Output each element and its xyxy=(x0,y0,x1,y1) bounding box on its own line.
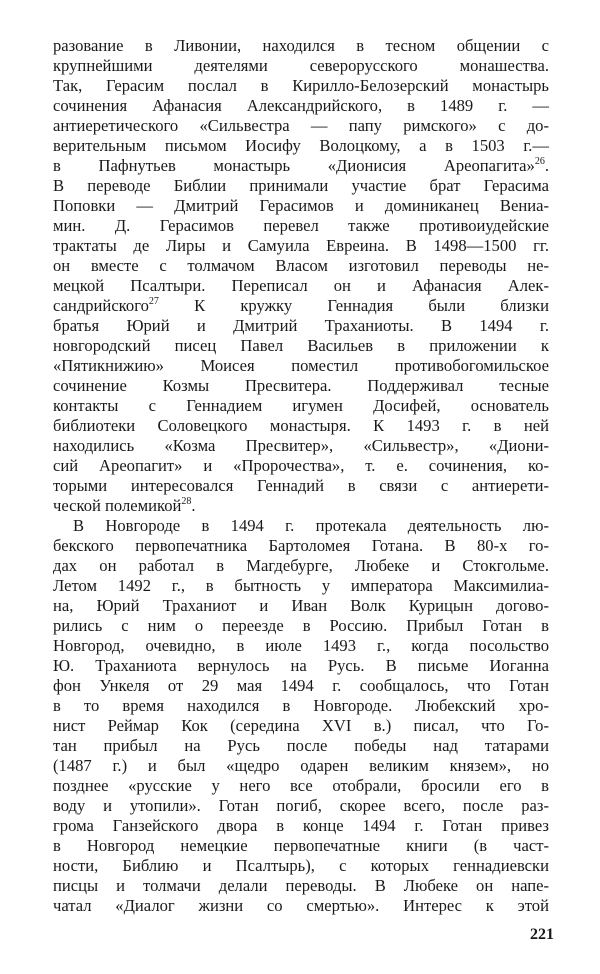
line-text: он вместе с толмачом Власом изготовил переводы не- xyxy=(53,256,549,275)
text-line xyxy=(53,796,549,816)
text-line-content xyxy=(53,316,549,336)
text-line xyxy=(53,256,549,276)
text-line xyxy=(53,436,549,456)
text-line-content xyxy=(53,356,549,376)
text-line-content xyxy=(53,556,549,576)
text-line-content xyxy=(53,56,549,76)
text-line xyxy=(53,296,549,316)
line-text: Летом 1492 г., в бытность у императора Максимилиа- xyxy=(53,576,549,595)
line-text: фон Ункеля от 29 мая 1494 г. сообщалось, что Готан xyxy=(53,676,549,695)
line-text: в то время находился в Новгороде. Любекский хро- xyxy=(53,696,549,715)
line-text: писцы и толмачи делали переводы. В Любеке он напе- xyxy=(53,876,549,895)
text-line xyxy=(53,636,549,656)
text-line xyxy=(53,616,549,636)
line-text: мецкой Псалтыри. Переписал он и Афанасия Алек- xyxy=(53,276,549,295)
text-line xyxy=(53,396,549,416)
text-line-content xyxy=(53,856,549,876)
text-line-content xyxy=(53,616,549,636)
text-line xyxy=(53,196,549,216)
text-line xyxy=(53,216,549,236)
text-line-content xyxy=(53,716,549,736)
text-line-content xyxy=(53,96,549,116)
text-line-content xyxy=(53,216,549,236)
line-text: воду и утопили». Готан погиб, скорее всего, после раз- xyxy=(53,796,549,815)
line-text: трактаты де Лиры и Самуила Евреина. В 1498—1500 гг. xyxy=(53,236,549,255)
line-text: тан прибыл на Русь после победы над татарами xyxy=(53,736,549,755)
text-line-content xyxy=(53,116,549,136)
text-line-content xyxy=(53,676,549,696)
text-line-content xyxy=(53,256,549,276)
text-line-content xyxy=(53,656,549,676)
line-text-after-footnote: К кружку Геннадия были близки xyxy=(158,296,549,315)
text-line-content xyxy=(53,396,549,416)
text-line xyxy=(53,496,549,516)
text-line xyxy=(53,36,549,56)
text-line-content xyxy=(53,36,549,56)
text-line xyxy=(53,156,549,176)
text-line xyxy=(53,816,549,836)
page-number: 221 xyxy=(530,926,554,943)
line-text: Ю. Траханиота вернулось на Русь. В письме Иоганна xyxy=(53,656,549,675)
text-line-content xyxy=(53,176,549,196)
line-text: рились с ним о переезде в Россию. Прибыл Готан в xyxy=(53,616,549,635)
line-text: Так, Герасим послал в Кирилло-Белозерский монастырь xyxy=(53,76,549,95)
text-line-content xyxy=(53,436,549,456)
text-line-content xyxy=(53,876,549,896)
line-text-after-footnote: . xyxy=(191,496,196,515)
text-line xyxy=(53,536,549,556)
line-text: дах он работал в Магдебурге, Любеке и Стокгольме. xyxy=(53,556,549,575)
line-text: В Новгороде в 1494 г. протекала деятельность лю- xyxy=(73,516,549,535)
line-text: антиеретического «Сильвестра — папу римского» с до- xyxy=(53,116,549,135)
text-line-content xyxy=(53,776,549,796)
line-text: библиотеки Соловецкого монастыря. К 1493 г. в ней xyxy=(53,416,549,435)
line-text: в Пафнутьев монастырь «Дионисия Ареопагита» xyxy=(53,156,535,175)
line-text: в Новгород немецкие первопечатные книги (в част- xyxy=(53,836,549,855)
text-line xyxy=(53,736,549,756)
line-text: сочинение Козмы Пресвитера. Поддерживал тесные xyxy=(53,376,549,395)
text-line-content xyxy=(53,416,549,436)
text-line xyxy=(53,236,549,256)
text-line xyxy=(53,676,549,696)
text-line-content xyxy=(53,296,549,316)
line-text: новгородский писец Павел Васильев в приложении к xyxy=(53,336,549,355)
text-line-content xyxy=(53,836,549,856)
line-text: сочинения Афанасия Александрийского, в 1489 г. — xyxy=(53,96,549,115)
text-line xyxy=(53,576,549,596)
text-line xyxy=(53,896,549,916)
text-line-content xyxy=(53,636,549,656)
text-line-content xyxy=(53,196,549,216)
book-page-text xyxy=(53,36,549,916)
text-line-content xyxy=(53,536,549,556)
text-line-content xyxy=(53,236,549,256)
text-line xyxy=(53,696,549,716)
line-text: Поповки — Дмитрий Герасимов и доминиканец Вениа- xyxy=(53,196,549,215)
text-line xyxy=(53,516,549,536)
text-line xyxy=(53,876,549,896)
text-line-content xyxy=(53,696,549,716)
text-line xyxy=(53,316,549,336)
line-text: сандрийского xyxy=(53,296,149,315)
line-text-after-footnote: . xyxy=(544,156,549,175)
text-line xyxy=(53,136,549,156)
text-line xyxy=(53,176,549,196)
text-line xyxy=(53,76,549,96)
line-text: находились «Козма Пресвитер», «Сильвестр», «Диони- xyxy=(53,436,549,455)
text-line xyxy=(53,456,549,476)
line-text: позднее «русские у него все отобрали, бросили его в xyxy=(53,776,549,795)
text-line-content xyxy=(53,736,549,756)
line-text: верительным письмом Иосифу Волоцкому, а в 1503 г.— xyxy=(53,136,549,155)
text-line xyxy=(53,556,549,576)
text-line xyxy=(53,836,549,856)
footnote-marker: 28 xyxy=(181,496,192,507)
text-line xyxy=(53,596,549,616)
text-line-content xyxy=(53,276,549,296)
text-line xyxy=(53,716,549,736)
line-text: на, Юрий Траханиот и Иван Волк Курицын догово- xyxy=(53,596,549,615)
line-text: Новгород, очевидно, в июле 1493 г., когда посольство xyxy=(53,636,549,655)
line-text: ческой полемикой xyxy=(53,496,182,515)
line-text: чатал «Диалог жизни со смертью». Интерес к этой xyxy=(53,896,549,915)
line-text: ности, Библию и Псалтырь), с которых геннадиевски xyxy=(53,856,549,875)
line-text: В переводе Библии принимали участие брат Герасима xyxy=(53,176,549,195)
text-line-content xyxy=(53,376,549,396)
text-line-content xyxy=(53,476,549,496)
footnote-marker: 27 xyxy=(148,296,159,307)
footnote-marker: 26 xyxy=(534,156,545,167)
text-line-content xyxy=(53,596,549,616)
text-line-content xyxy=(53,76,549,96)
text-line-content xyxy=(53,756,549,776)
text-line xyxy=(53,416,549,436)
text-line-content xyxy=(53,136,549,156)
line-text: бекского первопечатника Бартоломея Готана. В 80-х го- xyxy=(53,536,549,555)
text-line xyxy=(53,776,549,796)
text-line xyxy=(53,356,549,376)
text-line-content xyxy=(53,896,549,916)
text-line xyxy=(53,476,549,496)
text-line xyxy=(53,56,549,76)
text-line-content xyxy=(53,496,549,516)
line-text: мин. Д. Герасимов перевел также противоиудейские xyxy=(53,216,549,235)
text-line xyxy=(53,116,549,136)
text-line-content xyxy=(53,816,549,836)
text-line xyxy=(53,336,549,356)
text-line xyxy=(53,856,549,876)
line-text: грома Ганзейского двора в конце 1494 г. Готан привез xyxy=(53,816,549,835)
text-line-content xyxy=(53,156,549,176)
text-line xyxy=(53,756,549,776)
line-text: контакты с Геннадием игумен Досифей, основатель xyxy=(53,396,549,415)
text-line-content xyxy=(53,456,549,476)
text-line-content xyxy=(73,516,549,536)
text-line xyxy=(53,96,549,116)
text-line xyxy=(53,656,549,676)
line-text: разование в Ливонии, находился в тесном общении с xyxy=(53,36,549,55)
line-text: сий Ареопагит» и «Пророчества», т. е. сочинения, ко- xyxy=(53,456,549,475)
line-text: нист Реймар Кок (середина XVI в.) писал, что Го- xyxy=(53,716,549,735)
line-text: «Пятикнижию» Моисея поместил противобогомильское xyxy=(53,356,549,375)
text-line xyxy=(53,276,549,296)
text-line-content xyxy=(53,576,549,596)
text-line-content xyxy=(53,796,549,816)
line-text: (1487 г.) и был «щедро одарен великим князем», но xyxy=(53,756,549,775)
line-text: торыми интересовался Геннадий в связи с антиерети- xyxy=(53,476,549,495)
text-line-content xyxy=(53,336,549,356)
text-line xyxy=(53,376,549,396)
line-text: братья Юрий и Дмитрий Траханиоты. В 1494 г. xyxy=(53,316,549,335)
line-text: крупнейшими деятелями северорусского монашества. xyxy=(53,56,549,75)
